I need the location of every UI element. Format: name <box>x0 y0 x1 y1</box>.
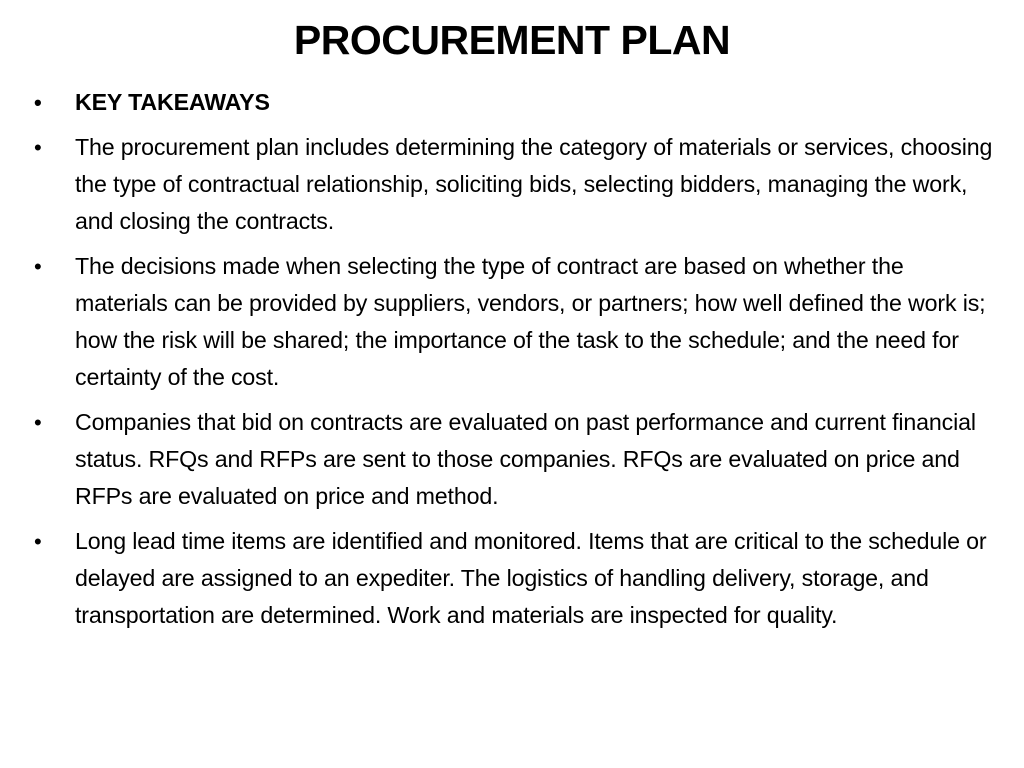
bullet-item <box>30 248 995 396</box>
bullet-dot-icon: • <box>34 410 42 435</box>
bullet-item <box>30 523 995 634</box>
bullet-text: KEY TAKEAWAYS <box>75 89 270 115</box>
bullet-item <box>30 129 995 240</box>
bullet-item-key-takeaways <box>30 84 995 121</box>
bullet-item <box>30 404 995 515</box>
bullet-dot-icon: • <box>34 135 42 160</box>
bullet-dot-icon: • <box>34 529 42 554</box>
bullet-list <box>30 84 995 642</box>
bullet-text: The procurement plan includes determining the category of materials or services, choosing the type of contractual relationship, soliciting bids, selecting bidders, managing the work, and closing the contracts. <box>75 134 993 234</box>
bullet-text: The decisions made when selecting the type of contract are based on whether the materials can be provided by suppliers, vendors, or partners; how well defined the work is; how the risk will be shared; the importance of the task to the schedule; and the need for certainty of the cost. <box>75 253 986 390</box>
bullet-text: Companies that bid on contracts are evaluated on past performance and current financial status. RFQs and RFPs are sent to those companies. RFQs are evaluated on price and RFPs are evaluated on price and method. <box>75 409 976 509</box>
bullet-dot-icon: • <box>34 254 42 279</box>
bullet-text: Long lead time items are identified and monitored. Items that are critical to the schedule or delayed are assigned to an expediter. The logistics of handling delivery, storage, and transportation are determined. Work and materials are inspected for quality. <box>75 528 987 628</box>
slide-title: PROCUREMENT PLAN <box>293 17 731 63</box>
bullet-dot-icon: • <box>34 90 42 115</box>
